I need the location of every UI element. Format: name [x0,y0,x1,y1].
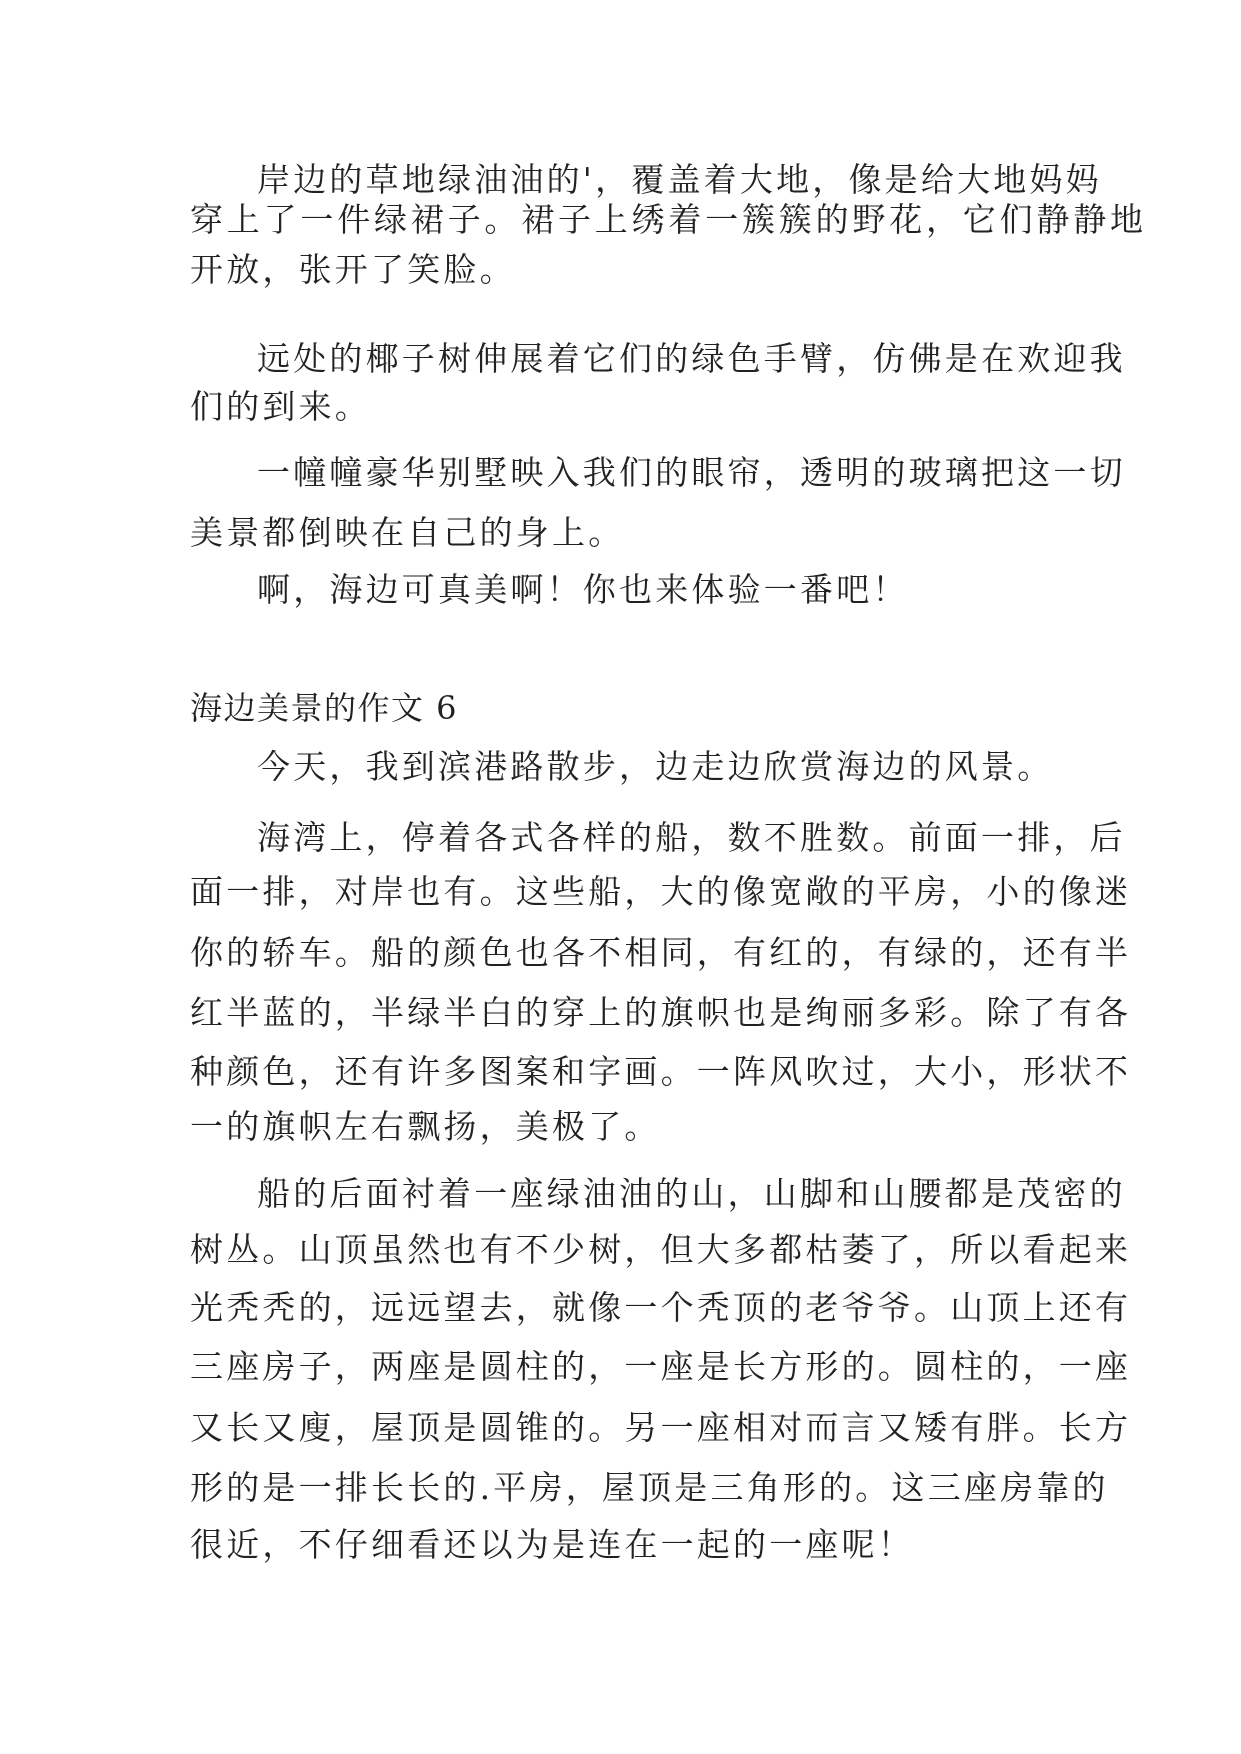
paragraph-line: 很近，不仔细看还以为是连在一起的一座呢！ [190,1525,914,1564]
paragraph-line: 三座房子，两座是圆柱的，一座是长方形的。圆柱的，一座 [190,1347,1132,1386]
paragraph-line: 船的后面衬着一座绿油油的山，山脚和山腰都是茂密的 [257,1174,1126,1213]
paragraph-line: 一的旗帜左右飘扬，美极了。 [190,1107,661,1146]
paragraph-line: 岸边的草地绿油油的'，覆盖着大地，像是给大地妈妈 [257,160,1102,199]
paragraph-line: 一幢幢豪华别墅映入我们的眼帘，透明的玻璃把这一切 [257,453,1126,492]
paragraph-line: 形的是一排长长的.平房，屋顶是三角形的。这三座房靠的 [190,1468,1109,1507]
paragraph-line: 你的轿车。船的颜色也各不相同，有红的，有绿的，还有半 [190,933,1132,972]
section-title: 海边美景的作文 6 [190,689,459,727]
paragraph-line: 树丛。山顶虽然也有不少树，但大多都枯萎了，所以看起来 [190,1230,1132,1269]
paragraph-line: 美景都倒映在自己的身上。 [190,513,625,552]
paragraph-line: 面一排，对岸也有。这些船，大的像宽敞的平房，小的像迷 [190,872,1132,911]
paragraph-line: 穿上了一件绿裙子。裙子上绣着一簇簇的野花，它们静静地 [190,200,1147,239]
paragraph-line: 开放，张开了笑脸。 [190,250,516,289]
paragraph-line: 又长又廋，屋顶是圆锥的。另一座相对而言又矮有胖。长方 [190,1408,1132,1447]
paragraph-line: 海湾上，停着各式各样的船，数不胜数。前面一排，后 [257,818,1126,857]
paragraph-line: 红半蓝的，半绿半白的穿上的旗帜也是绚丽多彩。除了有各 [190,993,1132,1032]
paragraph-line: 们的到来。 [190,387,371,426]
paragraph-line: 光秃秃的，远远望去，就像一个秃顶的老爷爷。山顶上还有 [190,1288,1132,1327]
paragraph-line: 种颜色，还有许多图案和字画。一阵风吹过，大小，形状不 [190,1052,1132,1091]
paragraph-line: 远处的椰子树伸展着它们的绿色手臂，仿佛是在欢迎我 [257,339,1126,378]
paragraph-line: 啊，海边可真美啊！你也来体验一番吧！ [257,570,909,609]
paragraph-line: 今天，我到滨港路散步，边走边欣赏海边的风景。 [257,747,1054,786]
